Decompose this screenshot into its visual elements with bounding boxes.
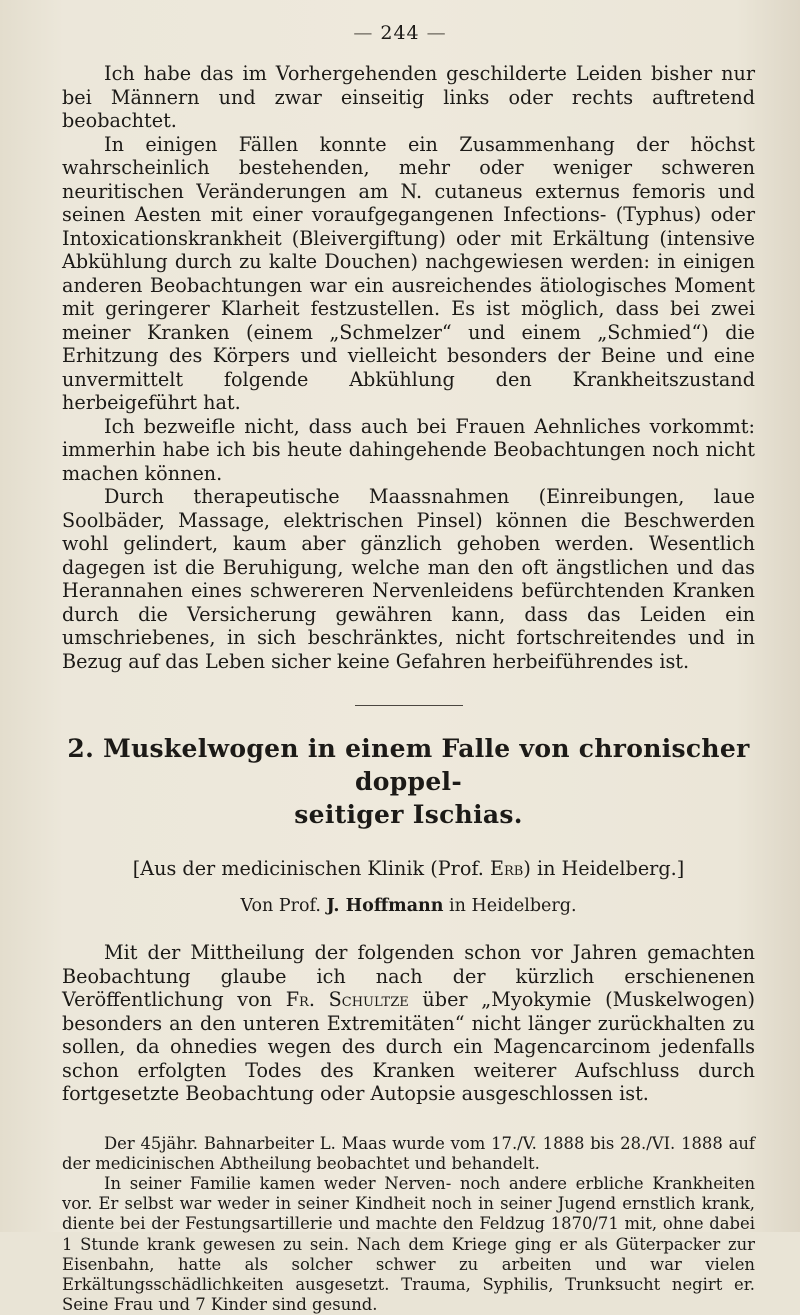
page-content: [62, 62, 755, 1315]
page-number-header: [0, 22, 800, 44]
header-dash-left: —: [353, 22, 374, 44]
source-line: [62, 857, 755, 881]
author-suffix: in Heidelberg.: [443, 896, 577, 916]
body-paragraph: In einigen Fällen konnte ein Zusammenhang der höchst wahrscheinlich bestehenden, mehr oder weniger schweren neuritischen Veränderungen am N. cutaneus externus femoris und seinen Aesten mit einer voraufgegangenen Infections- (Typhus) oder Intoxicationskrankheit (Bleivergiftung) oder mit Erkältung (intensive Abkühlung durch zu kalte Douchen) nachgewiesen werden: in einigen anderen Beobachtungen war ein ausreichendes ätiologisches Moment mit geringerer Klarheit festzustellen. Es ist möglich, dass bei zwei meiner Kranken (einem „Schmelzer“ und einem „Schmied“) die Erhitzung des Körpers und vielleicht besonders der Beine und eine unvermittelt folgende Abkühlung den Krankheitszustand herbeigeführt hat.: [62, 132, 755, 414]
body-paragraph: Ich habe das im Vorhergehenden geschilderte Leiden bisher nur bei Männern und zwar einseitig links oder rechts auftretend beobachtet.: [62, 62, 755, 132]
source-name: Erb: [490, 857, 524, 880]
spacer: [62, 917, 755, 941]
body-paragraph: Ich bezweifle nicht, dass auch bei Frauen Aehnliches vorkommt: immerhin habe ich bis heute dahingehende Beobachtungen noch nicht machen können.: [62, 414, 755, 485]
source-prefix: [Aus der medicinischen Klinik (Prof.: [132, 857, 490, 880]
section-title: [62, 732, 755, 831]
intro-part2: über „Myokymie (Muskelwogen) besonders an den unteren Extremitäten“ nicht länger zurückhalten zu sollen, da ohnedies wegen des durch ein Magencarcinom jedenfalls schon erfolgten Todes des Kranken weiterer Aufschluss durch fortgesetzte Beobachtung oder Autopsie ausgeschlossen ist.: [62, 988, 755, 1105]
author-name: J. Hoffmann: [326, 896, 444, 916]
section-title-line1: 2. Muskelwogen in einem Falle von chronischer doppel-: [67, 734, 750, 796]
spacer: [62, 1106, 755, 1134]
author-prefix: Von Prof.: [240, 896, 327, 916]
case-paragraph: In seiner Familie kamen weder Nerven- noch andere erbliche Krankheiten vor. Er selbst war weder in seiner Kindheit noch in seiner Jugend ernstlich krank, diente bei der Festungsartillerie und machte den Feldzug 1870/71 mit, ohne dabei 1 Stunde krank gewesen zu sein. Nach dem Kriege ging er als Güterpacker zur Eisenbahn, hatte als solcher schwer zu arbeiten und war vielen Erkältungsschädlichkeiten ausgesetzt. Trauma, Syphilis, Trunksucht negirt er. Seine Frau und 7 Kinder sind gesund.: [62, 1173, 755, 1315]
body-paragraph: Durch therapeutische Maassnahmen (Einreibungen, laue Soolbäder, Massage, elektrischen Pinsel) können die Beschwerden wohl gelindert, kaum aber gänzlich gehoben werden. Wesentlich dagegen ist die Beruhigung, welche man den oft ängstlichen und das Herannahen eines schwereren Nervenleidens befürchtenden Kranken durch die Versicherung gewähren kann, dass das Leiden ein umschriebenes, in sich beschränktes, nicht fortschreitendes und in Bezug auf das Leben sicher keine Gefahren herbeiführendes ist.: [62, 485, 755, 673]
section-divider: [355, 705, 463, 706]
header-dash-right: —: [426, 22, 447, 44]
intro-cited-name: Fr. Schultze: [285, 988, 409, 1011]
author-line: [62, 895, 755, 917]
page-number: 244: [380, 22, 420, 44]
source-suffix: ) in Heidelberg.]: [523, 857, 685, 880]
section-title-line2: seitiger Ischias.: [294, 800, 523, 829]
intro-paragraph: [62, 941, 755, 1106]
intro-part1: Mit der Mittheilung der folgenden schon vor Jahren gemachten Beobachtung glaube ich nach der kürzlich erschienenen Veröffentlichung von: [62, 941, 755, 1011]
case-paragraph: Der 45jähr. Bahnarbeiter L. Maas wurde vom 17./V. 1888 bis 28./VI. 1888 auf der medicinischen Abtheilung beobachtet und behandelt.: [62, 1133, 755, 1173]
